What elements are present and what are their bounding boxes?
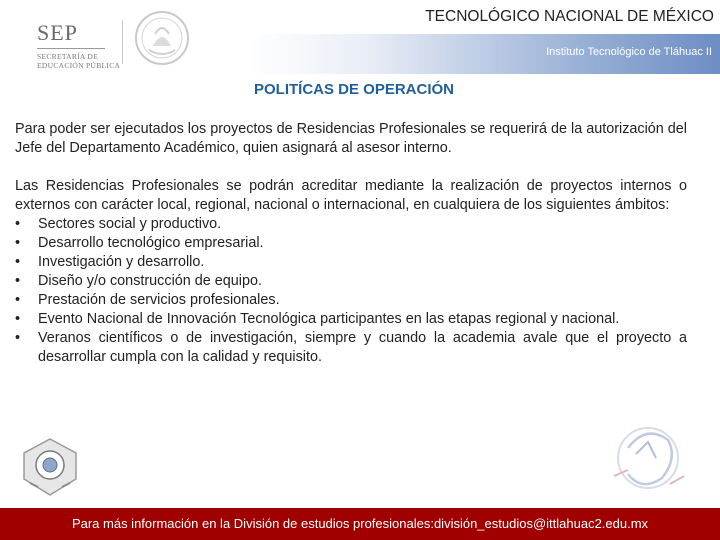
bullet-list	[15, 215, 687, 367]
footer-bar	[0, 508, 720, 540]
footer-contact-text: Para más información en la División de estudios profesionales:división_estudios@ittlahuac2.edu.mx	[71, 516, 649, 531]
sep-logo	[22, 8, 121, 70]
header-divider	[122, 20, 123, 64]
bullet-icon: •	[15, 311, 21, 327]
bullet-icon: •	[15, 330, 21, 346]
page-title-text: POLITÍCAS DE OPERACIÓN	[253, 81, 455, 98]
institute-bar	[248, 34, 720, 74]
list-item	[15, 291, 687, 310]
bullet-icon: •	[15, 273, 21, 289]
lobos-mascot-icon	[598, 418, 698, 498]
bullet-icon: •	[15, 254, 21, 270]
bullet-icon: •	[15, 235, 21, 251]
tnm-title: TECNOLÓGICO NACIONAL DE MÉXICO	[425, 8, 714, 25]
list-item-text: Prestación de servicios profesionales.	[38, 292, 280, 308]
sep-logo-subtitle-line-1: SECRETARÍA DE	[37, 52, 99, 61]
list-item	[15, 329, 687, 367]
list-item-text: Diseño y/o construcción de equipo.	[38, 273, 262, 289]
bullet-icon: •	[15, 292, 21, 308]
document-body	[15, 120, 687, 367]
sep-logo-subtitle-line-2: EDUCACIÓN PÚBLICA	[37, 61, 121, 70]
paragraph-1: Para poder ser ejecutados los proyectos de Residencias Profesionales se requerirá de la autorización del Jefe del Departamento Académico, quien asignará al asesor interno.	[15, 121, 687, 156]
list-item-text: Investigación y desarrollo.	[38, 254, 205, 270]
bullet-icon: •	[15, 216, 21, 232]
list-item-text: Veranos científicos o de investigación, siempre y cuando la academia avale que el proyecto a desarrollar cumpla con la calidad y requisito.	[38, 330, 687, 365]
list-item	[15, 310, 687, 329]
list-item	[15, 215, 687, 234]
tecnologico-badge-icon	[20, 437, 80, 497]
header	[0, 0, 720, 75]
sep-logo-word: SEP	[37, 20, 78, 45]
mexico-seal-icon	[133, 8, 191, 68]
list-item-text: Sectores social y productivo.	[38, 216, 222, 232]
institute-name: Instituto Tecnológico de Tláhuac II	[546, 46, 712, 58]
page-title	[0, 81, 720, 98]
paragraph-2: Las Residencias Profesionales se podrán acreditar mediante la realización de proyectos internos o externos con carácter local, regional, nacional o internacional, en cualquiera de los siguientes ámbitos:	[15, 178, 687, 213]
list-item	[15, 234, 687, 253]
list-item-text: Evento Nacional de Innovación Tecnológica participantes en las etapas regional y nacional.	[38, 311, 620, 327]
sep-logo-subtitle	[37, 52, 120, 70]
sep-logo-rule	[37, 48, 105, 49]
list-item	[15, 272, 687, 291]
list-item-text: Desarrollo tecnológico empresarial.	[38, 235, 264, 251]
list-item	[15, 253, 687, 272]
